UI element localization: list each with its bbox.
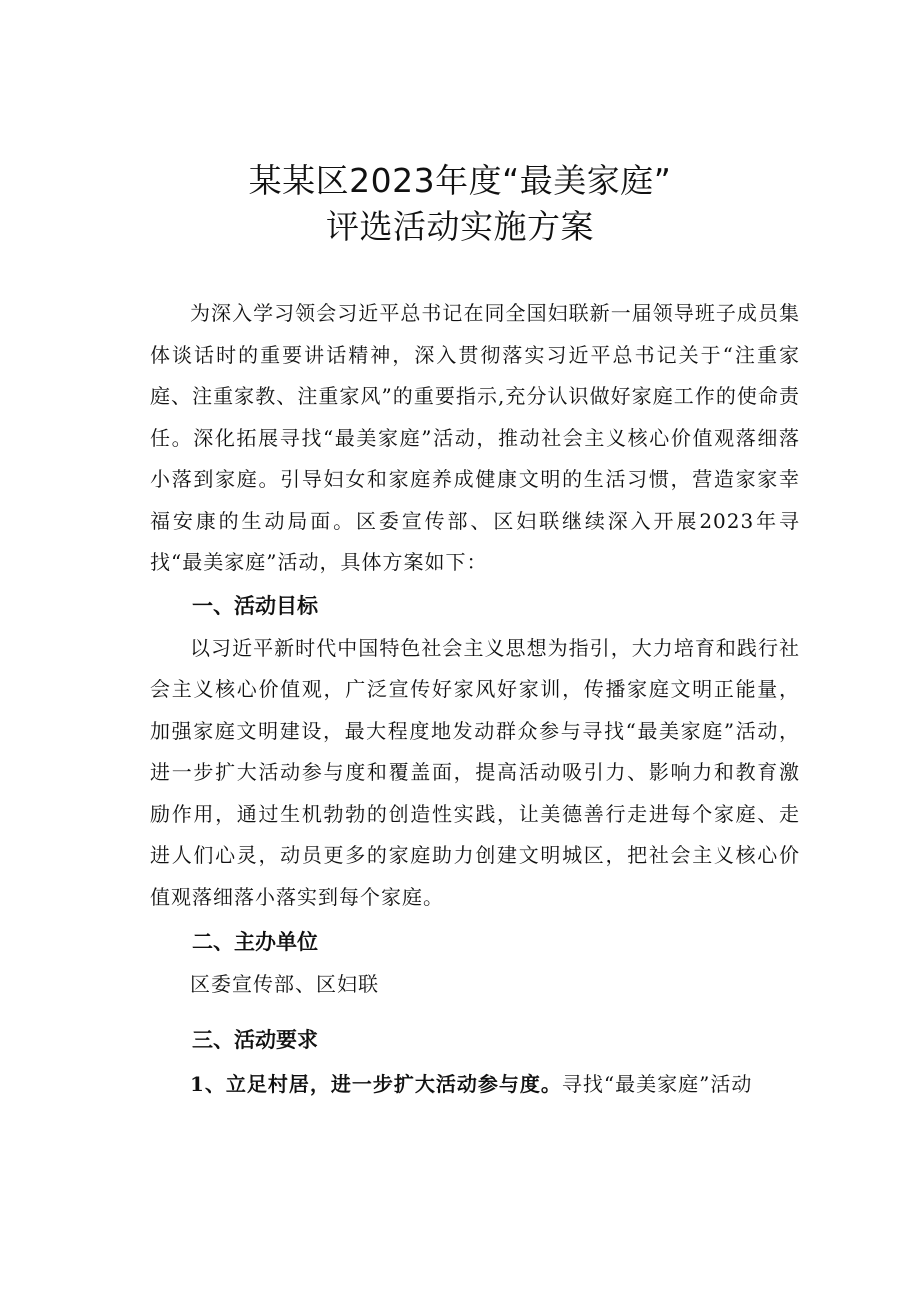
section-heading-goals: 一、活动目标 [192, 593, 318, 618]
document-title [0, 158, 920, 250]
title-line-1: 某某区2023年度“最美家庭” [248, 161, 672, 200]
title-line-2: 评选活动实施方案 [326, 207, 594, 246]
document-body [150, 293, 800, 1105]
intro-paragraph: 为深入学习领会习近平总书记在同全国妇联新一届领导班子成员集体谈话时的重要讲话精神，深入贯彻落实习近平总书记关于“注重家庭、注重家教、注重家风”的重要指示,充分认识做好家庭工作的使命责任。深化拓展寻找“最美家庭”活动，推动社会主义核心价值观落细落小落到家庭。引导妇女和家庭养成健康文明的生活习惯，营造家家幸福安康的生动局面。区委宣传部、区妇联继续深入开展2023年寻找“最美家庭”活动，具体方案如下： [150, 301, 800, 574]
requirement-item-1 [150, 1064, 800, 1106]
section-heading-organizer: 二、主办单位 [192, 930, 318, 954]
section-paragraph-goals: 以习近平新时代中国特色社会主义思想为指引，大力培育和践行社会主义核心价值观，广泛宣传好家风好家训，传播家庭文明正能量，加强家庭文明建设，最大程度地发动群众参与寻找“最美家庭”活动，进一步扩大活动参与度和覆盖面，提高活动吸引力、影响力和教育激励作用，通过生机勃勃的创造性实践，让美德善行走进每个家庭、走进人们心灵，动员更多的家庭助力创建文明城区，把社会主义核心价值观落细落小落实到每个家庭。 [150, 635, 800, 909]
requirement-item-1-text: 寻找“最美家庭”活动 [561, 1071, 753, 1096]
requirement-item-1-lead: 1、立足村居，进一步扩大活动参与度。 [190, 1071, 562, 1096]
section-paragraph-organizer: 区委宣传部、区妇联 [190, 972, 379, 996]
section-heading-requirements: 三、活动要求 [192, 1027, 318, 1052]
